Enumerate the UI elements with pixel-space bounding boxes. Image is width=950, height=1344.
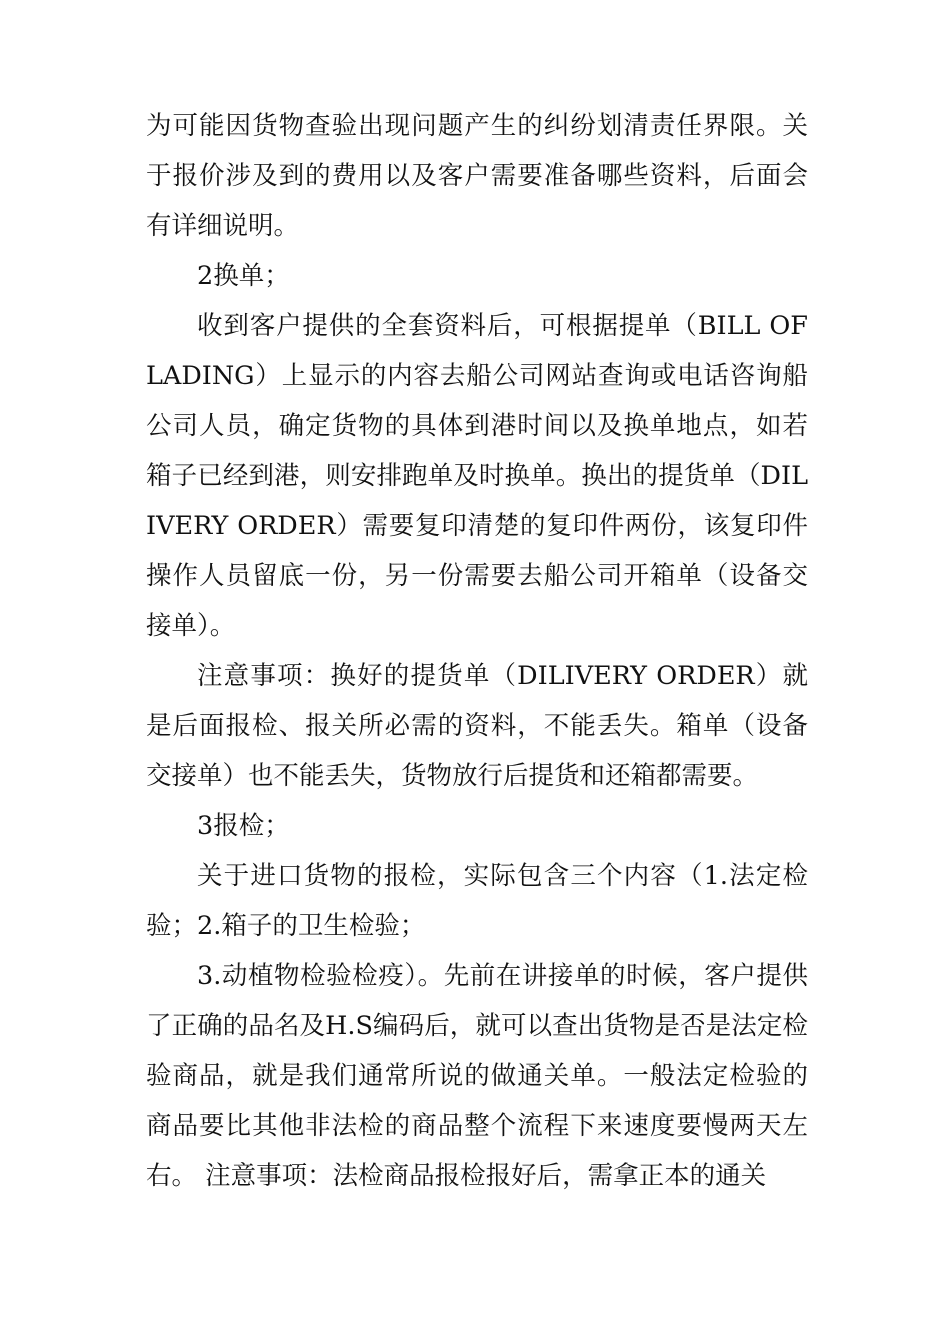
paragraph-exchange-bill-notes: 注意事项：换好的提货单（DILIVERY ORDER）就是后面报检、报关所必需的资料，不能丢失。箱单（设备交接单）也不能丢失，货物放行后提货和还箱都需要。: [146, 661, 808, 791]
paragraph-inspection-contents: 关于进口货物的报检，实际包含三个内容（1.法定检验；2.箱子的卫生检验；: [146, 861, 808, 941]
paragraph-inspection-details: 3.动植物检验检疫）。先前在讲接单的时候，客户提供了正确的品名及H.S编码后，就可以查出货物是否是法定检验商品，就是我们通常所说的做通关单。一般法定检验的商品要比其他非法检的商品整个流程下来速度要慢两天左右。 注意事项：法检商品报检报好后，需拿正本的通关: [146, 961, 808, 1191]
section-heading-exchange-bill: 2换单；: [197, 261, 290, 291]
paragraph-continuation: 为可能因货物查验出现问题产生的纠纷划清责任界限。关于报价涉及到的费用以及客户需要准备哪些资料，后面会有详细说明。: [146, 111, 808, 241]
section-heading-inspection: 3报检；: [197, 811, 290, 841]
document-page: [146, 101, 808, 1201]
paragraph-exchange-bill-process: 收到客户提供的全套资料后，可根据提单（BILL OF LADING）上显示的内容去船公司网站查询或电话咨询船公司人员，确定货物的具体到港时间以及换单地点，如若箱子已经到港，则安排跑单及时换单。换出的提货单（DILIVERY ORDER）需要复印清楚的复印件两份，该复印件操作人员留底一份，另一份需要去船公司开箱单（设备交接单）。: [146, 311, 808, 641]
